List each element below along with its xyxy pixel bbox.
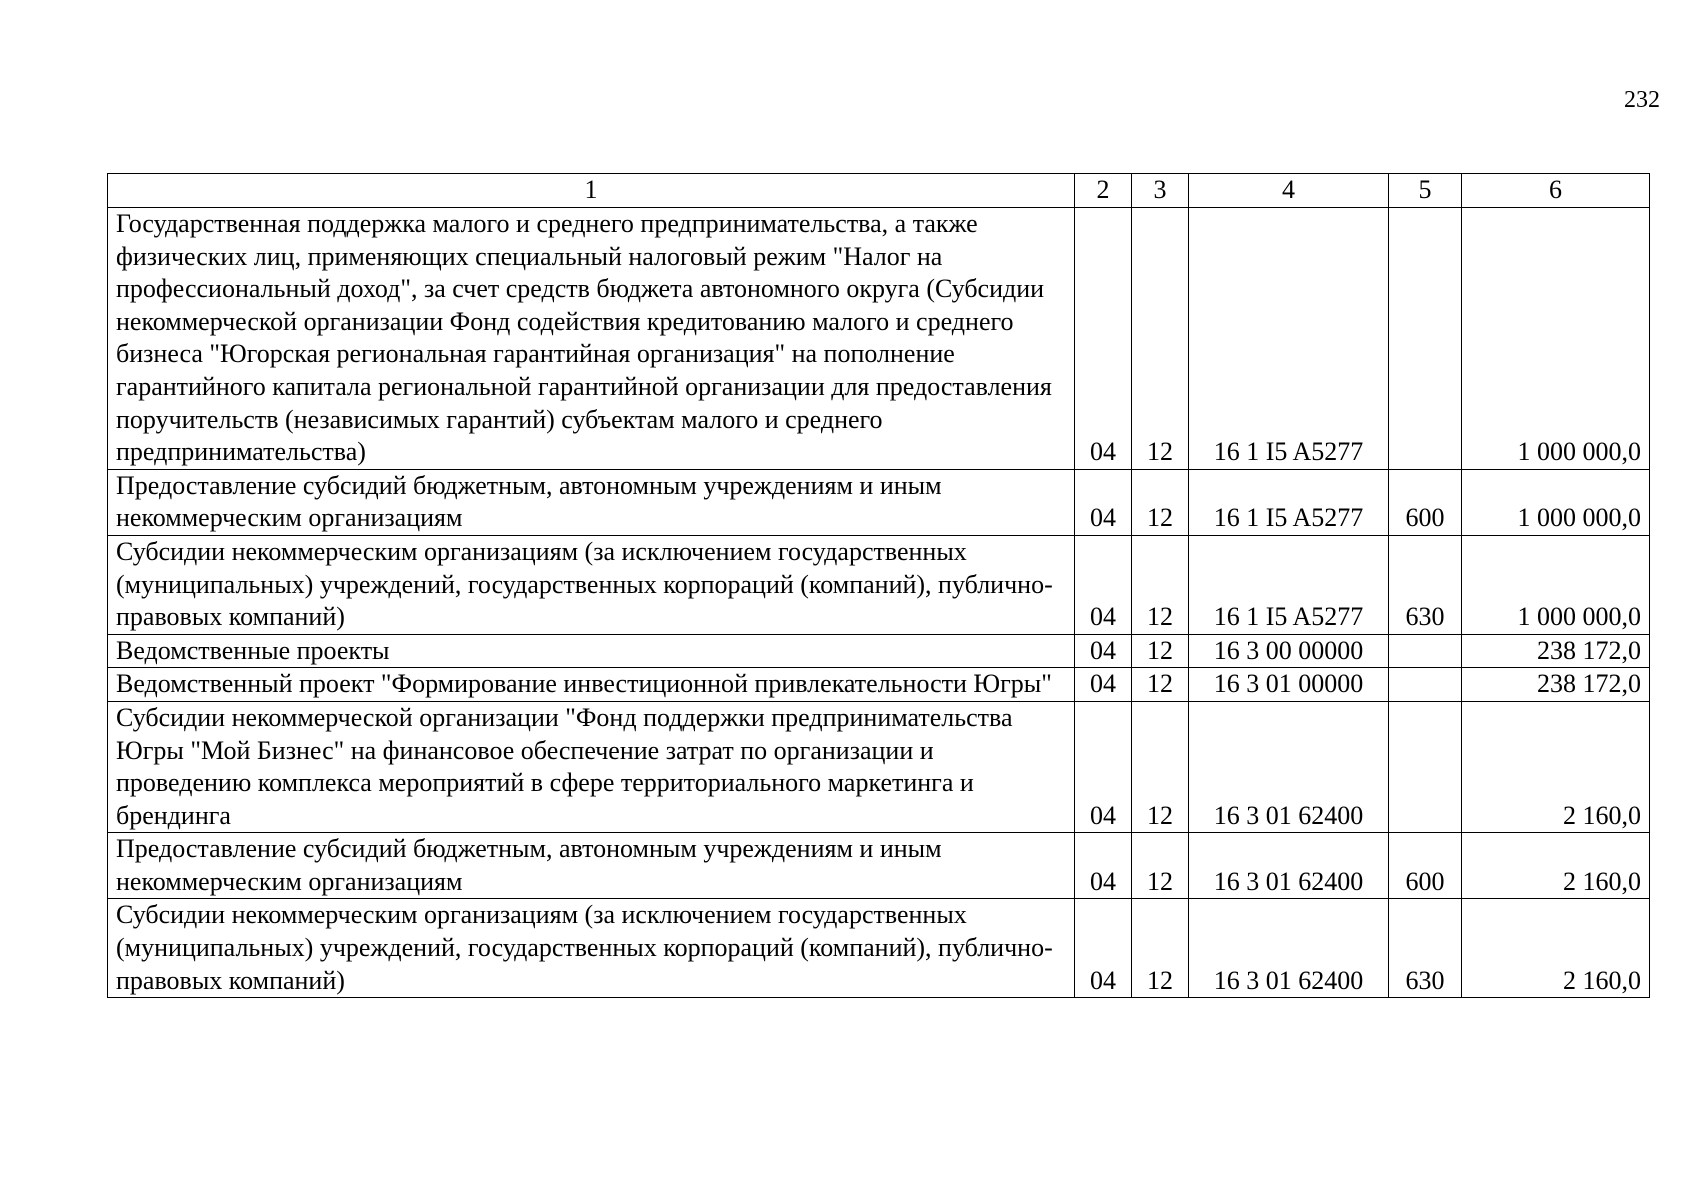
row-target-code: 16 3 01 62400 [1189,899,1389,998]
row-name: Предоставление субсидий бюджетным, автономным учреждениям и иным некоммерческим организациям [108,469,1075,535]
row-subsection: 12 [1132,469,1189,535]
table-row [108,668,1650,702]
row-amount: 1 000 000,0 [1462,535,1650,634]
row-name: Ведомственные проекты [108,634,1075,668]
budget-table [107,173,1650,998]
row-section: 04 [1075,634,1132,668]
row-name: Субсидии некоммерческим организациям (за исключением государственных (муниципальных) учреждений, государственных корпораций (компаний), публично-правовых компаний) [108,535,1075,634]
row-subsection: 12 [1132,208,1189,470]
row-subsection: 12 [1132,833,1189,899]
row-name: Государственная поддержка малого и среднего предпринимательства, а также физических лиц, применяющих специальный налоговый режим "Налог на профессиональный доход", за счет средств бюджета автономного округа (Субсидии некоммерческой организации Фонд содействия кредитованию малого и среднего бизнеса "Югорская региональная гарантийная организация" на пополнение гарантийного капитала региональной гарантийной организации для предоставления поручительств (независимых гарантий) субъектам малого и среднего предпринимательства) [108,208,1075,470]
row-amount: 238 172,0 [1462,634,1650,668]
row-amount: 1 000 000,0 [1462,469,1650,535]
table-row [108,208,1650,470]
header-col-2: 2 [1075,174,1132,208]
row-expense-type [1389,634,1462,668]
row-target-code: 16 1 I5 A5277 [1189,469,1389,535]
row-target-code: 16 3 01 00000 [1189,668,1389,702]
row-name: Предоставление субсидий бюджетным, автономным учреждениям и иным некоммерческим организациям [108,833,1075,899]
row-amount: 1 000 000,0 [1462,208,1650,470]
table-header-row [108,174,1650,208]
page-number: 232 [1624,87,1660,113]
row-target-code: 16 3 00 00000 [1189,634,1389,668]
row-target-code: 16 1 I5 A5277 [1189,535,1389,634]
row-expense-type [1389,668,1462,702]
row-expense-type [1389,208,1462,470]
table-row [108,469,1650,535]
row-section: 04 [1075,469,1132,535]
row-section: 04 [1075,208,1132,470]
row-amount: 2 160,0 [1462,899,1650,998]
row-subsection: 12 [1132,668,1189,702]
row-expense-type: 600 [1389,469,1462,535]
row-subsection: 12 [1132,701,1189,832]
row-target-code: 16 1 I5 A5277 [1189,208,1389,470]
row-section: 04 [1075,701,1132,832]
row-amount: 2 160,0 [1462,701,1650,832]
table-row [108,701,1650,832]
table-row [108,535,1650,634]
row-subsection: 12 [1132,535,1189,634]
row-subsection: 12 [1132,634,1189,668]
row-expense-type: 630 [1389,535,1462,634]
row-section: 04 [1075,833,1132,899]
row-name: Субсидии некоммерческой организации "Фонд поддержки предпринимательства Югры "Мой Бизнес" на финансовое обеспечение затрат по организации и проведению комплекса мероприятий в сфере территориального маркетинга и брендинга [108,701,1075,832]
header-col-4: 4 [1189,174,1389,208]
table-row [108,833,1650,899]
row-target-code: 16 3 01 62400 [1189,833,1389,899]
header-col-3: 3 [1132,174,1189,208]
row-section: 04 [1075,899,1132,998]
table-row [108,634,1650,668]
row-subsection: 12 [1132,899,1189,998]
row-name: Субсидии некоммерческим организациям (за исключением государственных (муниципальных) учреждений, государственных корпораций (компаний), публично-правовых компаний) [108,899,1075,998]
row-amount: 2 160,0 [1462,833,1650,899]
row-section: 04 [1075,535,1132,634]
row-name: Ведомственный проект "Формирование инвестиционной привлекательности Югры" [108,668,1075,702]
row-amount: 238 172,0 [1462,668,1650,702]
table-row [108,899,1650,998]
header-col-6: 6 [1462,174,1650,208]
header-col-5: 5 [1389,174,1462,208]
row-expense-type: 630 [1389,899,1462,998]
row-section: 04 [1075,668,1132,702]
row-target-code: 16 3 01 62400 [1189,701,1389,832]
header-col-1: 1 [108,174,1075,208]
row-expense-type [1389,701,1462,832]
row-expense-type: 600 [1389,833,1462,899]
